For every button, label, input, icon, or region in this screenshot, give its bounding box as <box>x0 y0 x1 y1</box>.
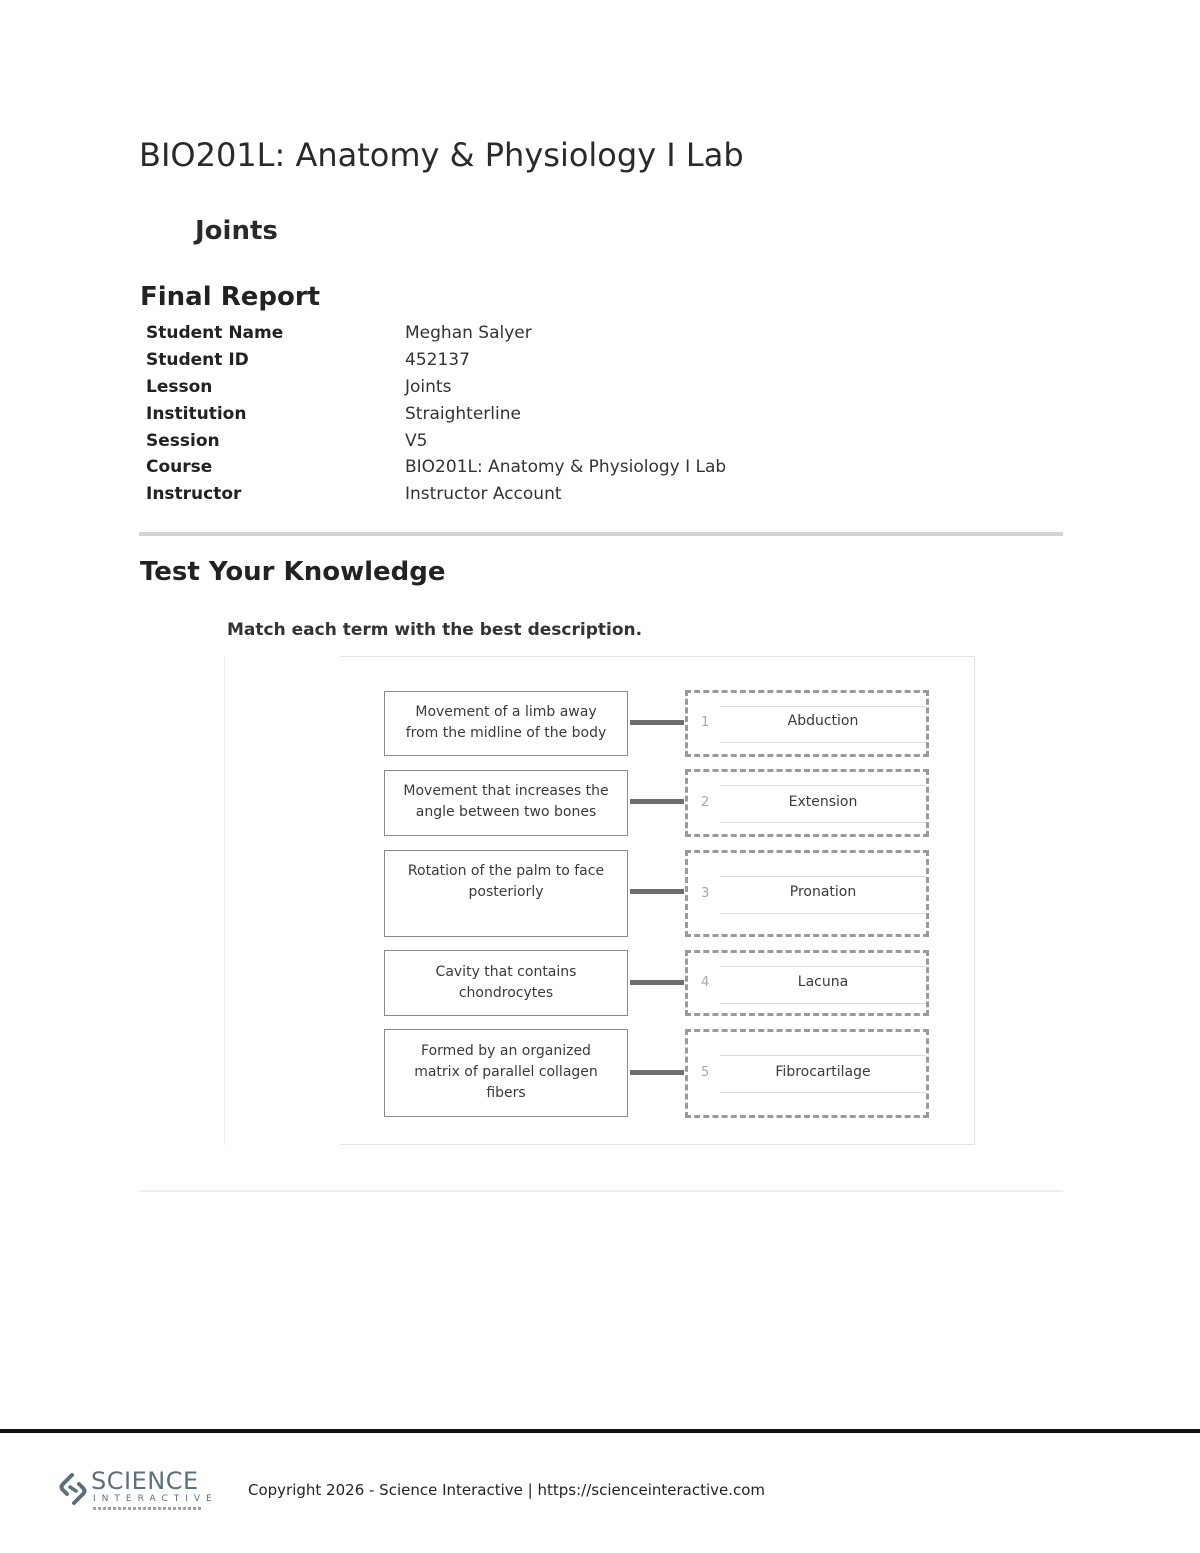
footer-copyright: Copyright 2026 - Science Interactive | https://scienceinteractive.com <box>248 1481 766 1499</box>
info-value: Straighterline <box>405 403 521 424</box>
section-divider <box>139 532 1063 536</box>
logo-subword: INTERACTIVE <box>93 1494 218 1504</box>
match-description <box>384 950 628 1016</box>
match-connector <box>630 799 684 804</box>
info-label: Session <box>146 430 220 451</box>
match-description <box>384 1029 628 1117</box>
match-description <box>384 850 628 937</box>
final-report-heading: Final Report <box>140 282 321 312</box>
description-line: matrix of parallel collagen <box>414 1064 598 1080</box>
match-term-slot[interactable] <box>685 690 929 757</box>
term-number: 3 <box>701 886 710 901</box>
logo-wordmark: SCIENCE <box>91 1467 199 1495</box>
info-value: Joints <box>405 376 452 397</box>
match-description <box>384 691 628 756</box>
test-your-knowledge-heading: Test Your Knowledge <box>140 557 446 587</box>
match-term-slot[interactable] <box>685 950 929 1016</box>
course-title: BIO201L: Anatomy & Physiology I Lab <box>139 136 744 174</box>
term-number: 5 <box>701 1065 710 1080</box>
description-line: chondrocytes <box>458 985 554 1001</box>
info-value: V5 <box>405 430 428 451</box>
footer-rule <box>0 1429 1200 1433</box>
info-row-instructor <box>146 481 726 508</box>
info-row-student-name <box>146 320 726 347</box>
info-value: Meghan Salyer <box>405 323 532 344</box>
info-label: Lesson <box>146 376 213 397</box>
info-value: BIO201L: Anatomy & Physiology I Lab <box>405 457 727 478</box>
match-term-slot[interactable] <box>685 850 929 937</box>
term-label: Extension <box>788 794 858 810</box>
match-description <box>384 770 628 836</box>
info-value: Instructor Account <box>405 484 562 505</box>
info-label: Course <box>146 457 213 478</box>
logo-mark-icon <box>58 1472 88 1506</box>
description-line: Movement that increases the <box>403 783 609 799</box>
description-line: Formed by an organized <box>421 1043 591 1059</box>
match-connector <box>630 980 684 985</box>
description-line: Rotation of the palm to face <box>407 863 605 879</box>
description-line: from the midline of the body <box>405 725 607 741</box>
description-line: fibers <box>486 1085 526 1101</box>
info-row-course <box>146 454 726 481</box>
description-line: Cavity that contains <box>435 964 577 980</box>
term-label: Fibrocartilage <box>775 1064 871 1080</box>
logo-tagline-mark <box>93 1507 203 1510</box>
match-term-slot[interactable] <box>685 1029 929 1118</box>
info-row-student-id <box>146 347 726 374</box>
term-number: 1 <box>701 715 710 730</box>
match-connector <box>630 720 684 725</box>
info-label: Institution <box>146 403 247 424</box>
description-line: angle between two bones <box>415 804 597 820</box>
info-row-institution <box>146 400 726 427</box>
term-label: Pronation <box>789 884 857 900</box>
info-row-lesson <box>146 374 726 401</box>
frame-gap <box>225 1144 340 1146</box>
term-label: Abduction <box>787 713 859 729</box>
info-label: Student Name <box>146 323 284 344</box>
match-connector <box>630 889 684 894</box>
info-value: 452137 <box>405 350 470 371</box>
match-term-slot[interactable] <box>685 769 929 837</box>
student-info-table <box>146 320 726 508</box>
term-number: 2 <box>701 795 710 810</box>
lesson-title: Joints <box>195 216 278 246</box>
info-label: Instructor <box>146 484 242 505</box>
info-label: Student ID <box>146 350 249 371</box>
term-label: Lacuna <box>797 974 849 990</box>
match-connector <box>630 1070 684 1075</box>
science-interactive-logo <box>58 1467 218 1516</box>
question-instructions: Match each term with the best description. <box>227 620 643 640</box>
section-divider <box>139 1190 1063 1192</box>
frame-gap <box>225 655 340 657</box>
term-number: 4 <box>701 975 710 990</box>
description-line: Movement of a limb away <box>415 704 597 720</box>
description-line: posteriorly <box>468 884 544 900</box>
info-row-session <box>146 427 726 454</box>
